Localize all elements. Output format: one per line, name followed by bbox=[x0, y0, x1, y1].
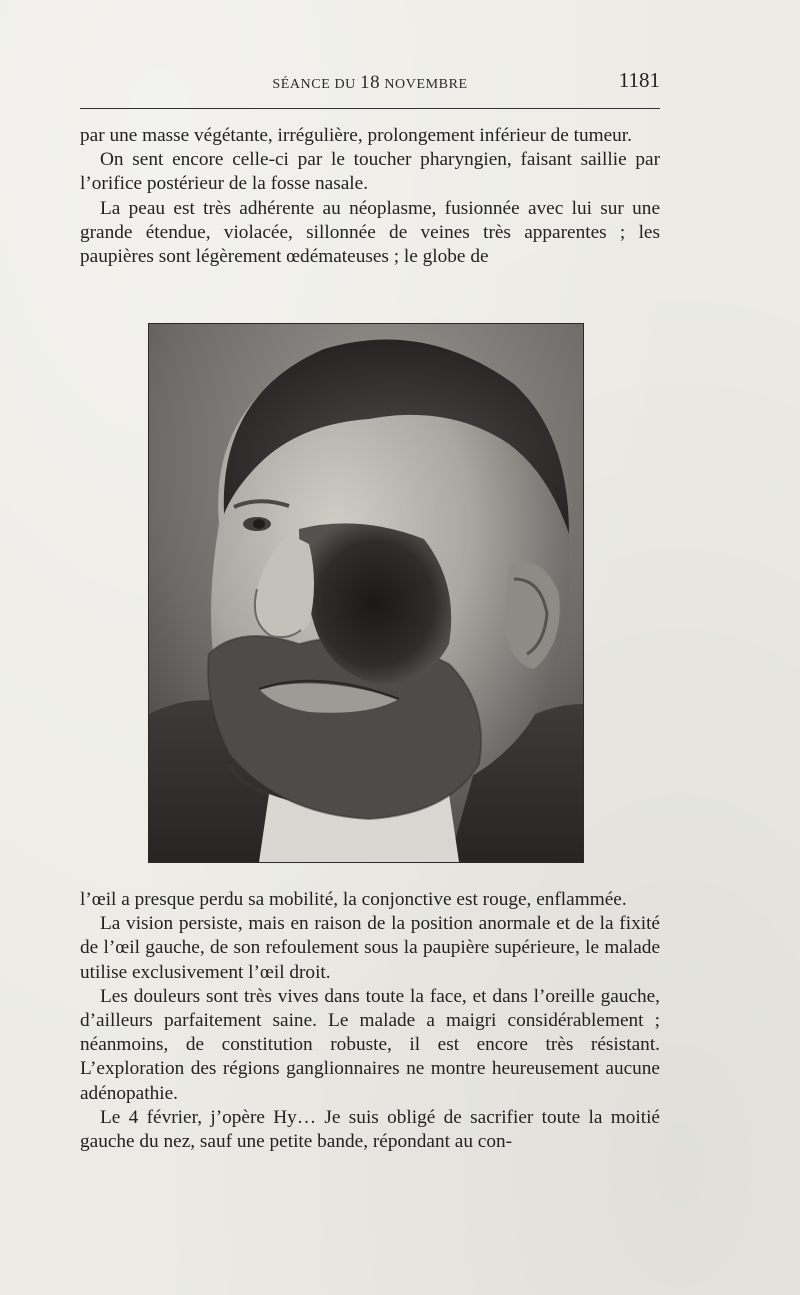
paragraph: Les douleurs sont très vives dans toute la face, et dans l’oreille gauche, d’ailleurs parfaitement saine. Le malade a maigri considérablement ; néanmoins, de constitution robuste, il est encore très résistant. L’exploration des régions ganglionnaires ne montre heureusement aucune adénopathie. bbox=[80, 985, 660, 1104]
patient-photograph bbox=[148, 323, 584, 863]
text-block-bottom bbox=[80, 888, 660, 1154]
paragraph: par une masse végétante, irrégulière, prolongement inférieur de tumeur. bbox=[80, 125, 632, 146]
paragraph: Le 4 février, j’opère Hy… Je suis obligé de sacrifier toute la moitié gauche du nez, sauf une petite bande, répondant au con- bbox=[80, 1106, 660, 1153]
running-title-month: NOVEMBRE bbox=[384, 77, 468, 92]
paragraph: La vision persiste, mais en raison de la position anormale et de la fixité de l’œil gauche, de son refoulement sous la paupière supérieure, le malade utilise exclusivement l’œil droit. bbox=[80, 913, 660, 983]
running-header bbox=[80, 66, 660, 94]
running-title bbox=[80, 72, 660, 94]
paragraph: On sent encore celle-ci par le toucher pharyngien, faisant saillie par l’orifice postérieur de la fosse nasale. bbox=[80, 149, 660, 195]
running-title-day: 18 bbox=[360, 72, 381, 93]
page-number: 1181 bbox=[618, 68, 660, 92]
paragraph: La peau est très adhérente au néoplasme, fusionnée avec lui sur une grande étendue, violacée, sillonnée de veines très apparentes ; les paupières sont légèrement œdémateuses ; le globe de bbox=[80, 197, 660, 268]
running-title-prefix: SÉANCE DU bbox=[272, 77, 356, 92]
paragraph: l’œil a presque perdu sa mobilité, la conjonctive est rouge, enflammée. bbox=[80, 889, 627, 910]
photograph-image bbox=[149, 324, 583, 862]
header-rule bbox=[80, 108, 660, 109]
text-block-top bbox=[80, 124, 660, 269]
